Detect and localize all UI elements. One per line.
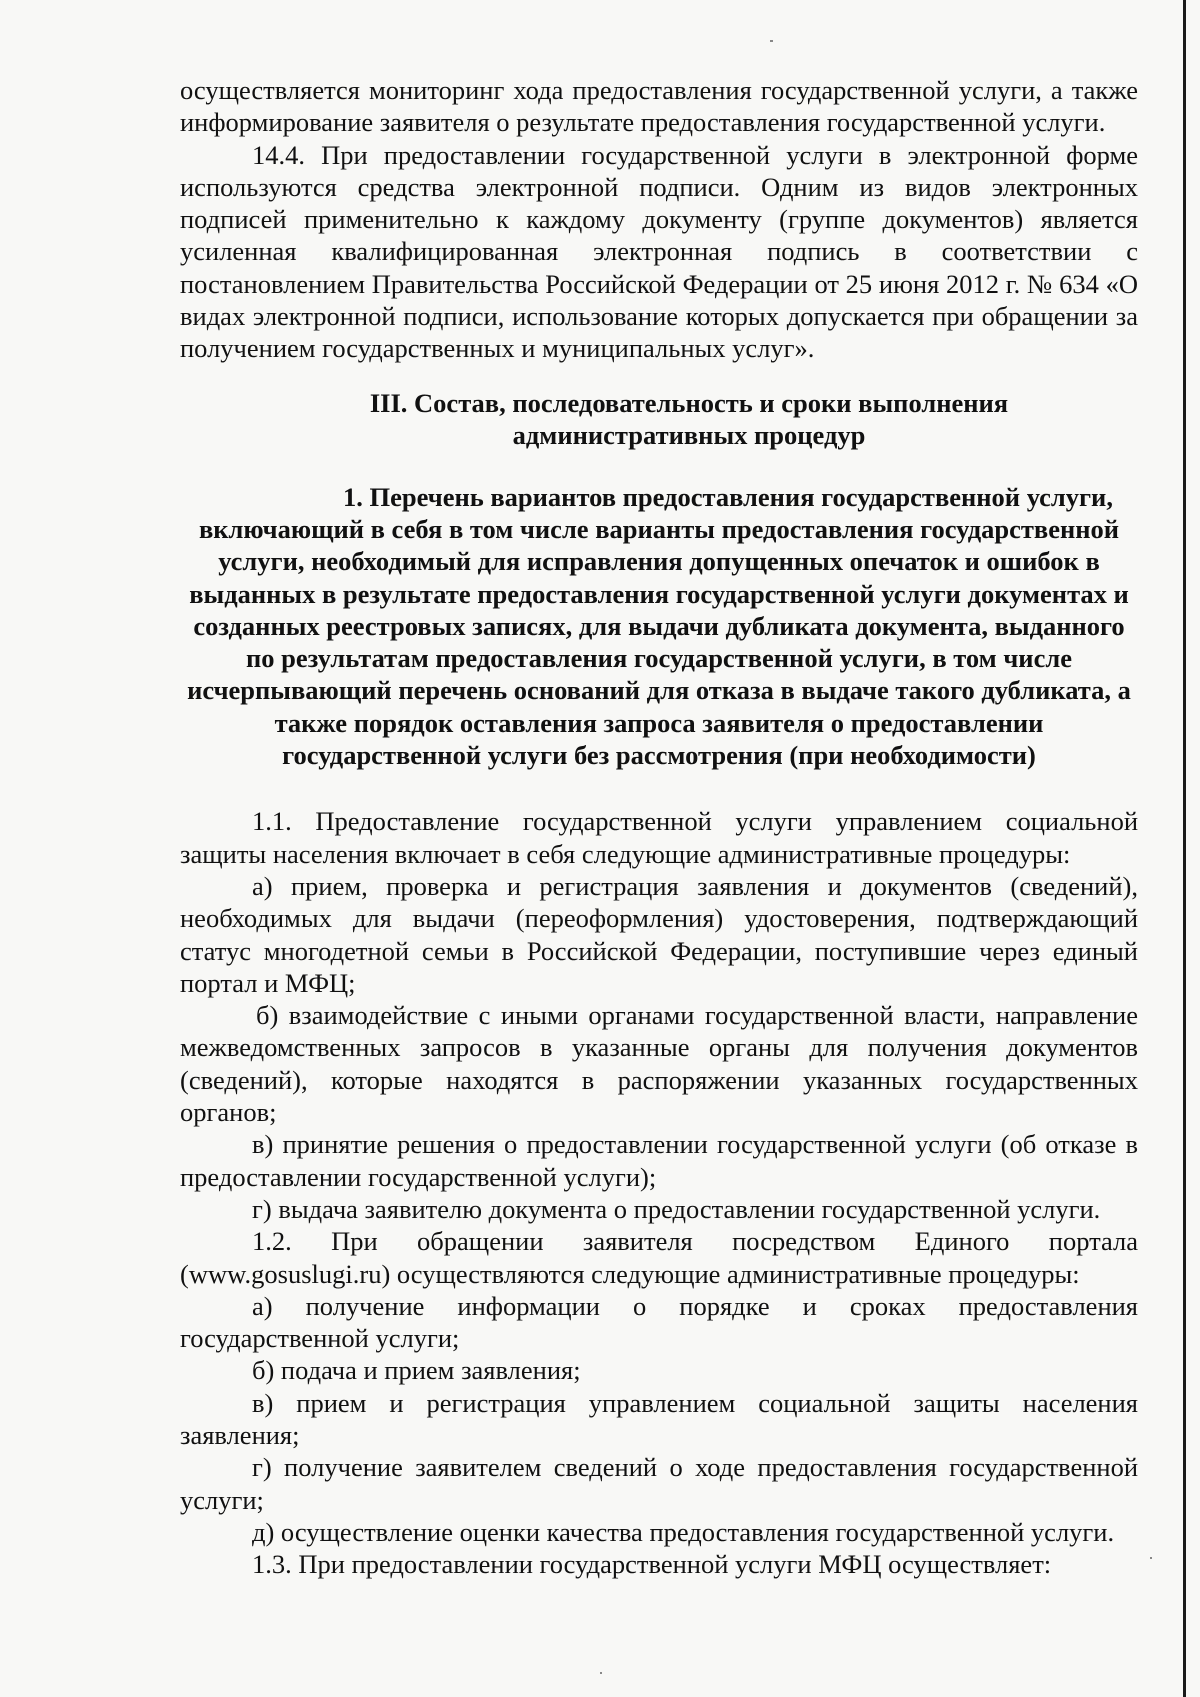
item-1-1: 1.1. Предоставление государственной услуги управлением социальной защиты населения включает в себя следующие административные процедуры: <box>180 806 1138 869</box>
section-heading-line-2: административных процедур <box>512 419 866 450</box>
scan-edge-line <box>1183 0 1186 1697</box>
item-1-2-b: б) подача и прием заявления; <box>252 1355 581 1386</box>
document-body <box>180 74 1138 1580</box>
subsection-heading-rest: включающий в себя в том числе варианты предоставления государственной услуги, необходимый для исправления допущенных опечаток и ошибок в выданных в результате предоставления государственной услуги документах и созданных реестровых записях, для выдачи дубликата документа, выданного по результатам предоставления государственной услуги, в том числе исчерпывающий перечень оснований для отказа в выдаче такого дубликата, а также порядок оставления запроса заявителя о предоставлении государственной услуги без рассмотрения (при необходимости) <box>187 513 1131 771</box>
item-1-3: 1.3. При предоставлении государственной услуги МФЦ осуществляет: <box>252 1549 1052 1580</box>
item-1-1-v: в) принятие решения о предоставлении государственной услуги (об отказе в предоставлении государственной услуги); <box>180 1129 1138 1192</box>
item-1-1-b: б) взаимодействие с иными органами государственной власти, направление межведомственных запросов в указанные органы для получения документов (сведений), которые находятся в распоряжении указанных государственных органов; <box>180 1000 1138 1128</box>
paragraph-14-4: 14.4. При предоставлении государственной услуги в электронной форме используются средства электронной подписи. Одним из видов электронных подписей применительно к каждому документу (группе документов) является усиленная квалифицированная электронная подпись в соответствии с постановлением Правительства Российской Федерации от 25 июня 2012 г. № 634 «О видах электронной подписи, использование которых допускается при обращении за получением государственных и муниципальных услуг». <box>180 139 1138 364</box>
paragraph-continuation: осуществляется мониторинг хода предоставления государственной услуги, а также информирование заявителя о результате предоставления государственной услуги. <box>180 75 1138 138</box>
item-1-2: 1.2. При обращении заявителя посредством Единого портала (www.gosuslugi.ru) осуществляются следующие административные процедуры: <box>180 1226 1138 1289</box>
item-1-2-g: г) получение заявителем сведений о ходе предоставления государственной услуги; <box>180 1452 1138 1515</box>
subsection-heading-first-line: 1. Перечень вариантов предоставления государственной услуги, <box>343 481 1113 512</box>
scan-speck <box>770 40 773 42</box>
scan-speck <box>1150 1557 1152 1559</box>
subsection-heading <box>180 481 1138 772</box>
section-heading-line-1: III. Состав, последовательность и сроки выполнения <box>369 387 1009 418</box>
item-1-2-v: в) прием и регистрация управлением социальной защиты населения заявления; <box>180 1387 1138 1450</box>
item-1-2-a: а) получение информации о порядке и сроках предоставления государственной услуги; <box>180 1290 1138 1354</box>
section-heading <box>180 387 1138 451</box>
scan-speck <box>600 1672 602 1674</box>
item-1-1-g: г) выдача заявителю документа о предоставлении государственной услуги. <box>252 1193 1101 1224</box>
item-1-1-a: а) прием, проверка и регистрация заявления и документов (сведений), необходимых для выдачи (переоформления) удостоверения, подтверждающий статус многодетной семьи в Российской Федерации, поступившие через единый портал и МФЦ; <box>180 870 1138 998</box>
item-1-2-d: д) осуществление оценки качества предоставления государственной услуги. <box>252 1516 1115 1547</box>
